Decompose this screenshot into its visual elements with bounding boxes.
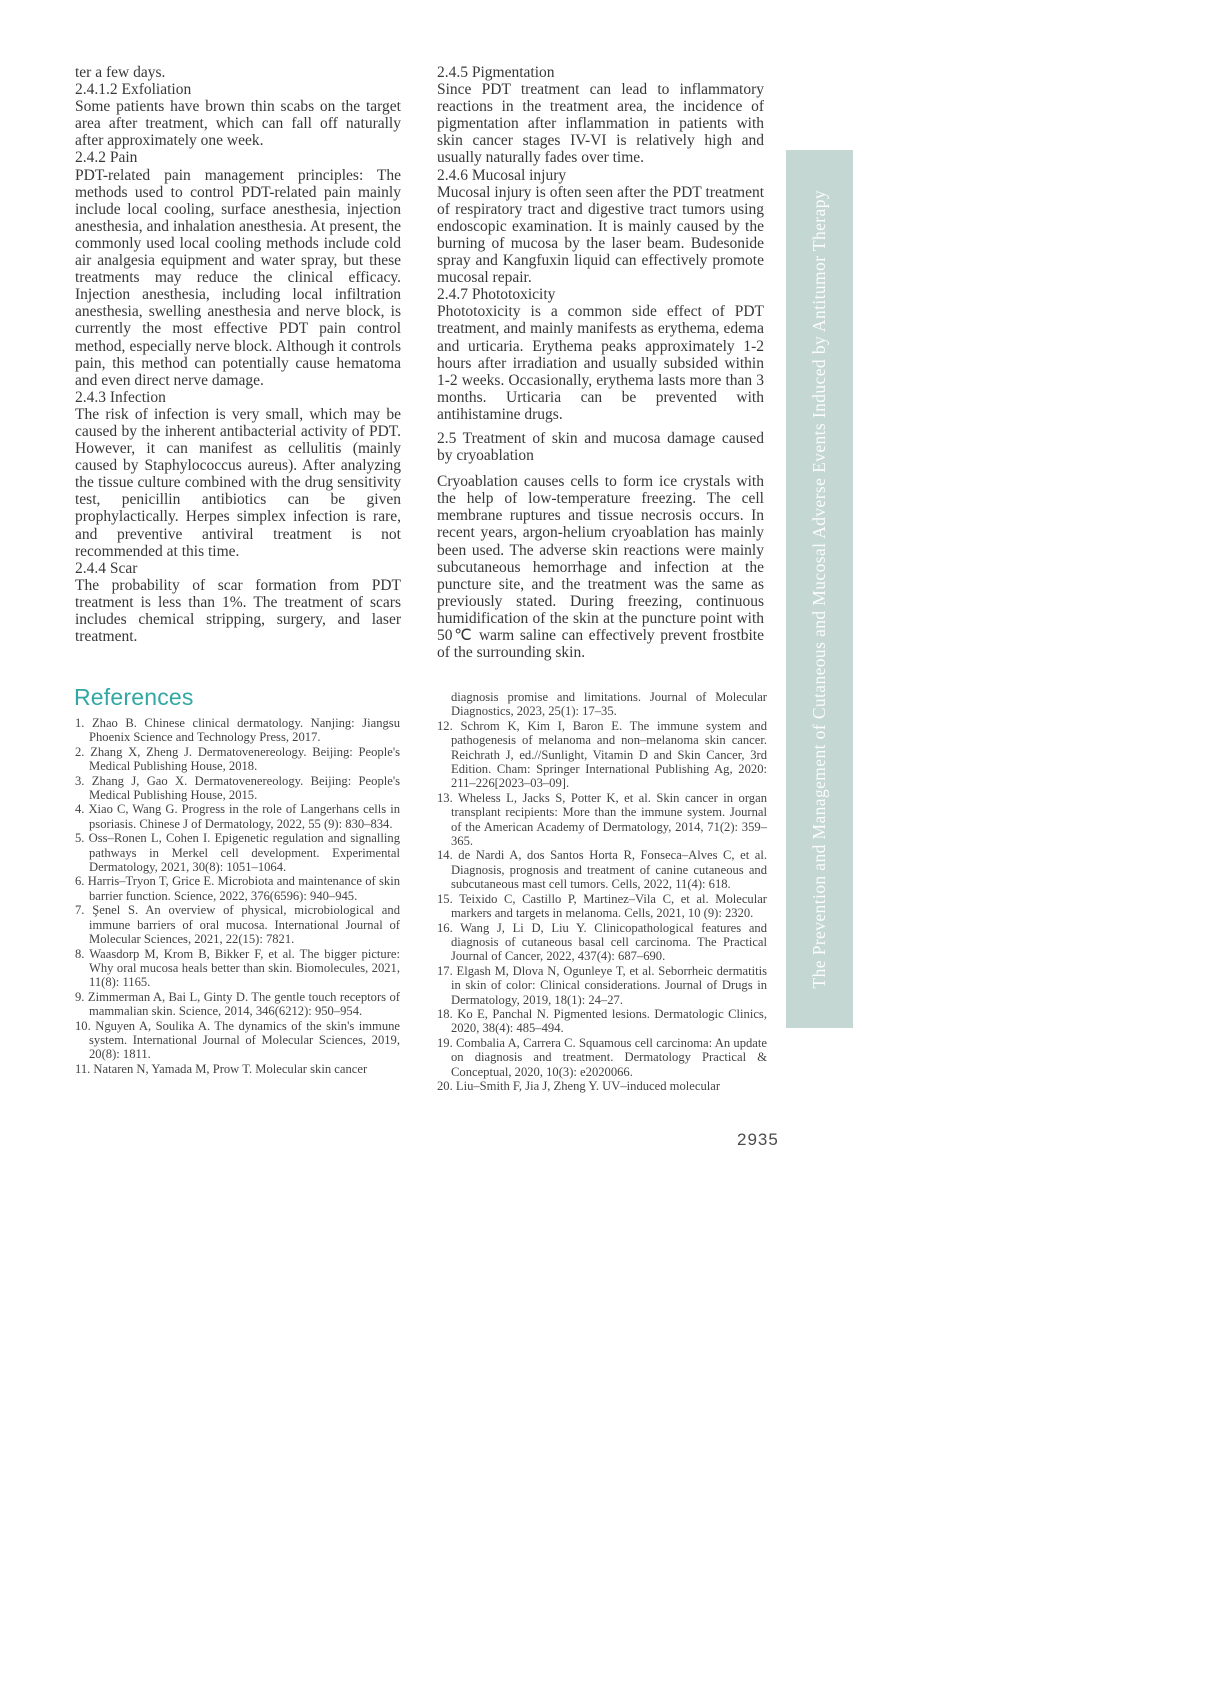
section-heading: 2.4.4 Scar bbox=[75, 559, 138, 577]
body-paragraph: Some patients have brown thin scabs on the target area after treatment, which can fall off naturally after approximately one week. bbox=[75, 98, 401, 150]
section-heading: 2.4.6 Mucosal injury bbox=[437, 166, 567, 184]
body-paragraph: Since PDT treatment can lead to inflammatory reactions in the treatment area, the incidence of pigmentation after inflammation in patients with skin cancer stages IV-VI is relatively high and usually naturally fades over time. bbox=[437, 81, 764, 167]
body-paragraph: PDT-related pain management principles: The methods used to control PDT-related pain mainly include local cooling, surface anesthesia, injection anesthesia, and inhalation anesthesia. At present, the commonly used local cooling methods include cold air analgesia equipment and water spray, but these treatments may reduce the clinical efficacy. Injection anesthesia, including local infiltration anesthesia, swelling anesthesia and nerve block, is currently the most effective PDT pain control method, especially nerve block. Although it controls pain, this method can potentially cause hematoma and even direct nerve damage. bbox=[75, 166, 401, 389]
reference-item: 7. Şenel S. An overview of physical, microbiological and immune barriers of oral mucosa. International Journal of Molecular Sciences, 2021, 22(15): 7821. bbox=[75, 903, 400, 947]
references-right-column bbox=[437, 690, 767, 1093]
reference-item: 4. Xiao C, Wang G. Progress in the role of Langerhans cells in psoriasis. Chinese J of Dermatology, 2022, 55 (9): 830–834. bbox=[75, 802, 400, 831]
section-heading: 2.4.7 Phototoxicity bbox=[437, 286, 556, 304]
reference-item: 3. Zhang J, Gao X. Dermatovenereology. Beijing: People's Medical Publishing House, 2015. bbox=[75, 773, 400, 803]
chapter-sidebar-tab bbox=[786, 150, 853, 1028]
references-heading: References bbox=[74, 684, 194, 710]
reference-item: 20. Liu–Smith F, Jia J, Zheng Y. UV–induced molecular bbox=[437, 1078, 721, 1093]
subsection-heading: 2.5 Treatment of skin and mucosa damage caused by cryoablation bbox=[437, 429, 764, 465]
reference-item: 17. Elgash M, Dlova N, Ogunleye T, et al. Seborrheic dermatitis in skin of color: Clinical considerations. Journal of Drugs in Dermatology, 2019, 18(1): 24–27. bbox=[437, 963, 767, 1007]
reference-item: 19. Combalia A, Carrera C. Squamous cell carcinoma: An update on diagnosis and treatment. Dermatology Practical & Conceptual, 2020, 10(3): e2020066. bbox=[437, 1035, 767, 1079]
reference-item: 6. Harris–Tryon T, Grice E. Microbiota and maintenance of skin barrier function. Science, 2022, 376(6596): 940–945. bbox=[75, 874, 400, 903]
reference-item: 12. Schrom K, Kim I, Baron E. The immune system and pathogenesis of melanoma and non–melanoma skin cancer. Reichrath J, ed.//Sunlight, Vitamin D and Skin Cancer, 3rd Edition. Cham: Springer International Publishing Ag, 2020: 211–226[2023–03–09]. bbox=[437, 718, 767, 791]
section-heading: 2.4.3 Infection bbox=[75, 388, 166, 406]
reference-item: 11. Nataren N, Yamada M, Prow T. Molecular skin cancer bbox=[75, 1061, 368, 1076]
page-number: 2935 bbox=[737, 1130, 779, 1149]
body-paragraph: ter a few days. bbox=[75, 64, 166, 81]
section-heading: 2.4.2 Pain bbox=[75, 149, 138, 167]
reference-item: 14. de Nardi A, dos Santos Horta R, Fonseca–Alves C, et al. Diagnosis, prognosis and treatment of canine cutaneous and subcutaneous mast cell tumors. Cells, 2022, 11(4): 618. bbox=[437, 848, 767, 892]
section-heading: 2.4.5 Pigmentation bbox=[437, 64, 555, 81]
references-left-column bbox=[75, 716, 400, 1076]
reference-item: 1. Zhao B. Chinese clinical dermatology. Nanjing: Jiangsu Phoenix Science and Technology Press, 2017. bbox=[75, 716, 400, 745]
reference-item-continuation: diagnosis promise and limitations. Journal of Molecular Diagnostics, 2023, 25(1): 17–35. bbox=[451, 690, 767, 719]
body-right-column bbox=[437, 64, 764, 661]
body-paragraph: Mucosal injury is often seen after the PDT treatment of respiratory tract and digestive tract tumors using endoscopic examination. It is mainly caused by the burning of mucosa by the laser beam. Budesonide spray and Kangfuxin liquid can effectively promote mucosal repair. bbox=[437, 183, 764, 287]
chapter-title-vertical-text: The Prevention and Management of Cutaneous and Mucosal Adverse Events Induced by Antitumor Therapy bbox=[809, 189, 829, 989]
reference-item: 9. Zimmerman A, Bai L, Ginty D. The gentle touch receptors of mammalian skin. Science, 2014, 346(6212): 950–954. bbox=[75, 989, 400, 1019]
section-heading: 2.4.1.2 Exfoliation bbox=[75, 81, 192, 99]
reference-item: 8. Waasdorp M, Krom B, Bikker F, et al. The bigger picture: Why oral mucosa heals better than skin. Biomolecules, 2021, 11(8): 1165. bbox=[75, 946, 400, 990]
reference-item: 13. Wheless L, Jacks S, Potter K, et al. Skin cancer in organ transplant recipients: More than the immune system. Journal of the American Academy of Dermatology, 2014, 71(2): 359–365. bbox=[437, 790, 767, 849]
reference-item: 16. Wang J, Li D, Liu Y. Clinicopathological features and diagnosis of cutaneous basal cell carcinoma. The Practical Journal of Cancer, 2022, 437(4): 687–690. bbox=[437, 920, 767, 964]
reference-item: 18. Ko E, Panchal N. Pigmented lesions. Dermatologic Clinics, 2020, 38(4): 485–494. bbox=[437, 1006, 767, 1036]
reference-item: 15. Teixido C, Castillo P, Martinez–Vila C, et al. Molecular markers and targets in melanoma. Cells, 2021, 10 (9): 2320. bbox=[437, 891, 767, 921]
body-paragraph: Cryoablation causes cells to form ice crystals with the help of low-temperature freezing. The cell membrane ruptures and tissue necrosis occurs. In recent years, argon-helium cryoablation has mainly been used. The adverse skin reactions were mainly subcutaneous hemorrhage and infection at the puncture site, and the treatment was the same as previously stated. During freezing, continuous humidification of the skin at the puncture point with 50℃ warm saline can effectively prevent frostbite of the surrounding skin. bbox=[437, 473, 764, 662]
body-paragraph: The probability of scar formation from PDT treatment is less than 1%. The treatment of scars includes chemical stripping, surgery, and laser treatment. bbox=[75, 576, 401, 646]
reference-item: 2. Zhang X, Zheng J. Dermatovenereology. Beijing: People's Medical Publishing House, 2018. bbox=[75, 744, 400, 774]
reference-item: 5. Oss–Ronen L, Cohen I. Epigenetic regulation and signalling pathways in Merkel cell development. Experimental Dermatology, 2021, 30(8): 1051–1064. bbox=[75, 831, 400, 875]
body-left-column bbox=[75, 64, 401, 645]
body-paragraph: The risk of infection is very small, which may be caused by the inherent antibacterial activity of PDT. However, it can manifest as cellulitis (mainly caused by Staphylococcus aureus). After analyzing the tissue culture combined with the drug sensitivity test, penicillin antibiotics can be given prophylactically. Herpes simplex infection is rare, and preventive antiviral treatment is not recommended at this time. bbox=[75, 405, 401, 560]
body-paragraph: Phototoxicity is a common side effect of PDT treatment, and mainly manifests as erythema, edema and urticaria. Erythema peaks approximately 1-2 hours after irradiation and usually subsided within 1-2 weeks. Occasionally, erythema lasts more than 3 months. Urticaria can be prevented with antihistamine drugs. bbox=[437, 303, 764, 423]
reference-item: 10. Nguyen A, Soulika A. The dynamics of the skin's immune system. International Journal of Molecular Sciences, 2019, 20(8): 1811. bbox=[75, 1018, 400, 1062]
